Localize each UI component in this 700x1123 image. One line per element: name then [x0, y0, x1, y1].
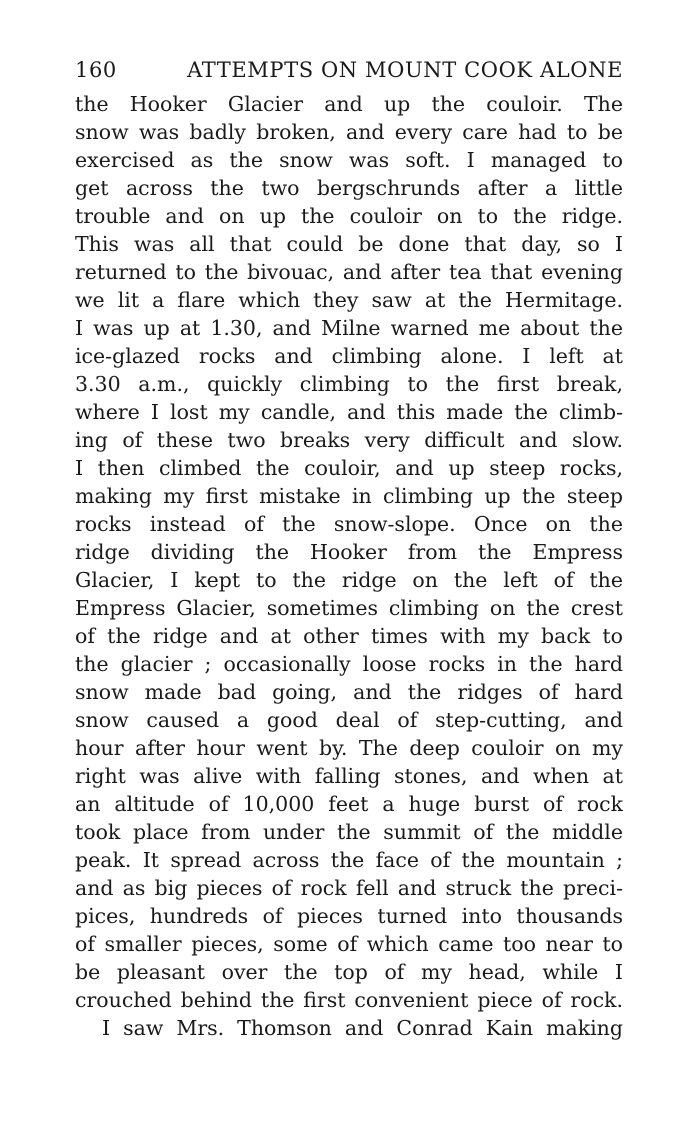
- text-line: Empress Glacier, sometimes climbing on the crest: [75, 596, 623, 620]
- text-line: pices, hundreds of pieces turned into thousands: [75, 904, 623, 928]
- text-line: This was all that could be done that day, so I: [75, 232, 623, 256]
- body-text: [75, 90, 623, 1042]
- text-line: ice-glazed rocks and climbing alone. I left at: [75, 344, 623, 368]
- running-head: [75, 58, 623, 88]
- text-line: 3.30 a.m., quickly climbing to the first break,: [75, 372, 623, 396]
- text-line: ing of these two breaks very difficult and slow.: [75, 428, 623, 452]
- text-line: right was alive with falling stones, and when at: [75, 764, 623, 788]
- text-line: took place from under the summit of the middle: [75, 820, 623, 844]
- text-line: I then climbed the couloir, and up steep rocks,: [75, 456, 623, 480]
- text-line: the Hooker Glacier and up the couloir. The: [75, 92, 623, 116]
- text-line: trouble and on up the couloir on to the ridge.: [75, 204, 623, 228]
- text-line: snow made bad going, and the ridges of hard: [75, 680, 623, 704]
- text-line: of the ridge and at other times with my back to: [75, 624, 623, 648]
- text-line: peak. It spread across the face of the mountain ;: [75, 848, 623, 872]
- text-line: where I lost my candle, and this made the climb-: [75, 400, 623, 424]
- text-line: of smaller pieces, some of which came too near to: [75, 932, 623, 956]
- text-line: get across the two bergschrunds after a little: [75, 176, 623, 200]
- running-title: ATTEMPTS ON MOUNT COOK ALONE: [187, 58, 623, 82]
- text-line-paragraph-start: I saw Mrs. Thomson and Conrad Kain making: [102, 1016, 623, 1040]
- text-line: rocks instead of the snow-slope. Once on the: [75, 512, 623, 536]
- text-line: we lit a flare which they saw at the Hermitage.: [75, 288, 623, 312]
- text-line: crouched behind the first convenient piece of rock.: [75, 988, 623, 1012]
- text-line: ridge dividing the Hooker from the Empress: [75, 540, 623, 564]
- text-line: exercised as the snow was soft. I managed to: [75, 148, 623, 172]
- text-line: snow was badly broken, and every care had to be: [75, 120, 623, 144]
- text-line: returned to the bivouac, and after tea that evening: [75, 260, 623, 284]
- text-line: an altitude of 10,000 feet a huge burst of rock: [75, 792, 623, 816]
- text-line: I was up at 1.30, and Milne warned me about the: [75, 316, 623, 340]
- text-line: making my first mistake in climbing up the steep: [75, 484, 623, 508]
- text-line: hour after hour went by. The deep couloir on my: [75, 736, 623, 760]
- text-line: snow caused a good deal of step-cutting, and: [75, 708, 623, 732]
- text-line: be pleasant over the top of my head, while I: [75, 960, 623, 984]
- page-number: 160: [75, 58, 117, 82]
- text-line: the glacier ; occasionally loose rocks in the hard: [75, 652, 623, 676]
- text-line: Glacier, I kept to the ridge on the left of the: [75, 568, 623, 592]
- text-line: and as big pieces of rock fell and struck the preci-: [75, 876, 623, 900]
- book-page: [75, 58, 623, 1042]
